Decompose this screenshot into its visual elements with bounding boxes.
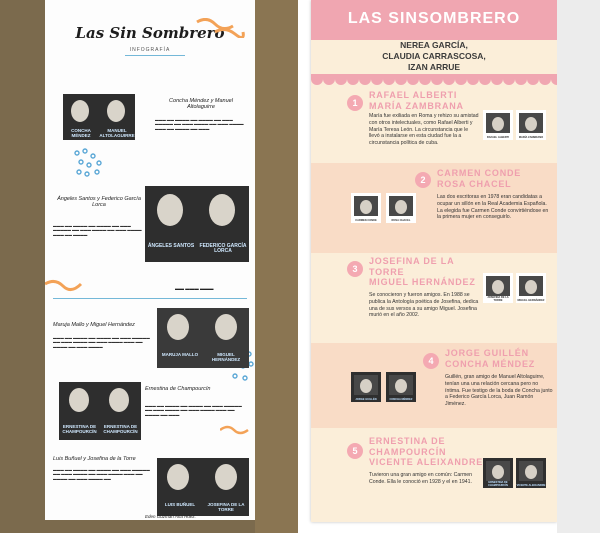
orange-squiggle-decoration <box>45 278 85 294</box>
photo-caption: ERNESTINA DE CHAMPOURCÍN <box>103 424 138 434</box>
photo-caption: ERNESTINA DE CHAMPOURCÍN <box>62 424 97 434</box>
section-text: Tuvieron una gran amigo en común: Carmen Conde. Ella le conoció en 1928 y el en 1941. <box>369 472 473 485</box>
portrait: MARÍA ZAMBRANO <box>516 110 546 140</box>
left-poster <box>45 0 255 520</box>
section-text: Las dos escritoras en 1978 eran candidatas a ocupar un sillón en la Real Academia Española. La elegida fue Carmen Conde convirtiéndose en la primera mujer en conseguirlo. <box>437 194 549 221</box>
portrait: ERNESTINA DE CHAMPOURCÍN <box>483 458 513 488</box>
photo-caption: ÁNGELES SANTOS <box>147 243 195 249</box>
poster-title: LAS SINSOMBRERO <box>347 10 521 27</box>
author-line: IZAN ARRUE <box>407 62 461 72</box>
photo-pair <box>59 382 141 440</box>
pair-heading: Ernestina de Champourcín <box>145 386 211 392</box>
portrait: VICENTE ALEIXANDRE <box>516 458 546 488</box>
footer-credit: Eden Guzmán Ana Hdez. <box>145 514 196 519</box>
divider <box>125 55 185 56</box>
pair-text: ▬▬▬ ▬▬ ▬▬▬▬ ▬▬ ▬▬▬▬ ▬▬ ▬▬▬ ▬▬▬▬▬ ▬▬ ▬▬▬ ▬▬▬▬ ▬▬ ▬▬▬ ▬▬▬▬ ▬▬▬ ▬▬ ▬▬▬▬ ▬▬ ▬▬▬ <box>155 118 244 131</box>
section-text: María fue exiliada en Roma y rehizo su amistad con otros intelectuales, como Rafael Alberti y María Teresa León. La circunstancia que le llevó a instalarse en esta ciudad fue la a circunstancia política de cuba. <box>369 113 479 147</box>
section-title: JORGE GUILLÉN CONCHA MÉNDEZ <box>445 348 536 369</box>
author-line: NEREA GARCÍA, <box>400 40 468 50</box>
photo-caption: MARUJA MALLO <box>161 352 199 357</box>
photo-pair <box>63 94 135 140</box>
section-number: 3 <box>347 261 363 277</box>
pair-heading: Concha Méndez y Manuel Altolaguirre <box>169 98 233 110</box>
right-margin <box>557 0 600 533</box>
section-title: RAFAEL ALBERTI MARÍA ZAMBRANA <box>369 90 464 111</box>
photo-caption: FEDERICO GARCÍA LORCA <box>199 243 247 254</box>
orange-squiggle-decoration <box>195 18 245 38</box>
left-poster-title: Las Sin Sombrero <box>75 24 225 42</box>
pair-text: ▬▬▬ ▬▬ ▬▬▬▬ ▬▬ ▬▬▬▬ ▬▬ ▬▬▬ ▬▬▬▬▬ ▬▬ ▬▬▬ ▬▬▬▬ ▬▬ ▬▬▬ ▬▬▬▬ ▬▬▬ ▬▬ ▬▬▬▬ <box>53 224 142 237</box>
portrait: MIGUEL HERNÁNDEZ <box>516 273 546 303</box>
photo-caption: LUIS BUÑUEL <box>164 502 196 507</box>
photo-caption: CONCHA MÉNDEZ <box>71 128 91 138</box>
section-text: Guillén, gran amigo de Manuel Altolaguirre, tenían una una relación cercana pero no íntima. Fue testigo de la boda de Concha junto a Federico García Lorca, Juan Ramón Jiménez. <box>445 374 553 408</box>
portrait: CARMEN CONDE <box>351 193 381 223</box>
photo-pair <box>145 186 249 262</box>
section-caption: ▬▬ ▬▬▬ ▬▬▬ <box>175 286 214 291</box>
section-number: 5 <box>347 443 363 459</box>
pair-text: ▬▬▬ ▬▬ ▬▬▬▬ ▬▬ ▬▬▬▬ ▬▬ ▬▬▬ ▬▬▬▬▬ ▬▬ ▬▬▬ ▬▬▬▬ ▬▬ ▬▬▬ ▬▬▬▬ ▬▬▬ ▬▬ ▬▬▬▬ ▬▬ ▬▬▬ ▬▬▬▬ ▬▬ <box>53 468 150 481</box>
portrait: ROSA CHACEL <box>386 193 416 223</box>
pair-heading: Ángeles Santos y Federico García Lorca <box>57 196 141 208</box>
orange-squiggle-decoration <box>220 424 250 436</box>
section-title: CARMEN CONDE ROSA CHACEL <box>437 168 522 189</box>
pair-text: ▬▬▬ ▬▬ ▬▬▬▬ ▬▬ ▬▬▬▬ ▬▬ ▬▬▬ ▬▬▬▬▬ ▬▬ ▬▬▬ ▬▬▬▬ ▬▬ ▬▬▬ ▬▬▬▬ ▬▬▬ ▬▬ ▬▬▬▬ ▬▬ ▬▬▬ ▬▬▬▬ <box>53 336 150 349</box>
portrait: RAFAEL ALBERTI <box>483 110 513 140</box>
photo-caption: JOSEFINA DE LA TORRE <box>207 502 245 512</box>
pair-text: ▬▬▬ ▬▬ ▬▬▬▬ ▬▬ ▬▬▬▬ ▬▬ ▬▬▬ ▬▬▬▬▬ ▬▬ ▬▬▬ ▬▬▬▬ ▬▬ ▬▬▬ ▬▬▬▬ ▬▬▬ ▬▬ ▬▬▬▬ ▬▬ ▬▬▬ <box>145 404 242 417</box>
pair-heading: Maruja Mallo y Miguel Hernández <box>53 322 135 328</box>
divider <box>53 298 247 299</box>
blue-dots-decoration <box>73 148 107 178</box>
section-title: JOSEFINA DE LA TORRE MIGUEL HERNÁNDEZ <box>369 256 476 287</box>
left-stripe <box>255 0 298 533</box>
pair-heading: Luis Buñuel y Josefina de la Torre <box>53 456 136 462</box>
section-text: Se conocieron y fueron amigos. En 1988 se publica la Antología poética de Josefina, dedica una de sus versos a su amigo Miguel. Josefina murió en el año 2002. <box>369 292 479 319</box>
portrait: JOSEFINA DE LA TORRE <box>483 273 513 303</box>
author-line: CLAUDIA CARRASCOSA, <box>382 51 486 61</box>
photo-caption: MANUEL ALTOLAGUIRRE <box>99 128 135 138</box>
photo-caption: MIGUEL HERNÁNDEZ <box>211 352 241 362</box>
section-number: 1 <box>347 95 363 111</box>
portrait: CONCHA MÉNDEZ <box>386 372 416 402</box>
photo-pair <box>157 308 249 368</box>
photo-pair <box>157 458 249 516</box>
left-poster-subtitle: INFOGRAFÍA <box>129 47 171 53</box>
right-poster <box>311 0 557 522</box>
scallop-border <box>311 74 557 86</box>
poster-authors <box>311 40 557 73</box>
portrait: JORGE GUILLÉN <box>351 372 381 402</box>
section-number: 4 <box>423 353 439 369</box>
section-number: 2 <box>415 172 431 188</box>
section-title: ERNESTINA DE CHAMPOURCÍN VICENTE ALEIXANDRE <box>369 436 484 467</box>
